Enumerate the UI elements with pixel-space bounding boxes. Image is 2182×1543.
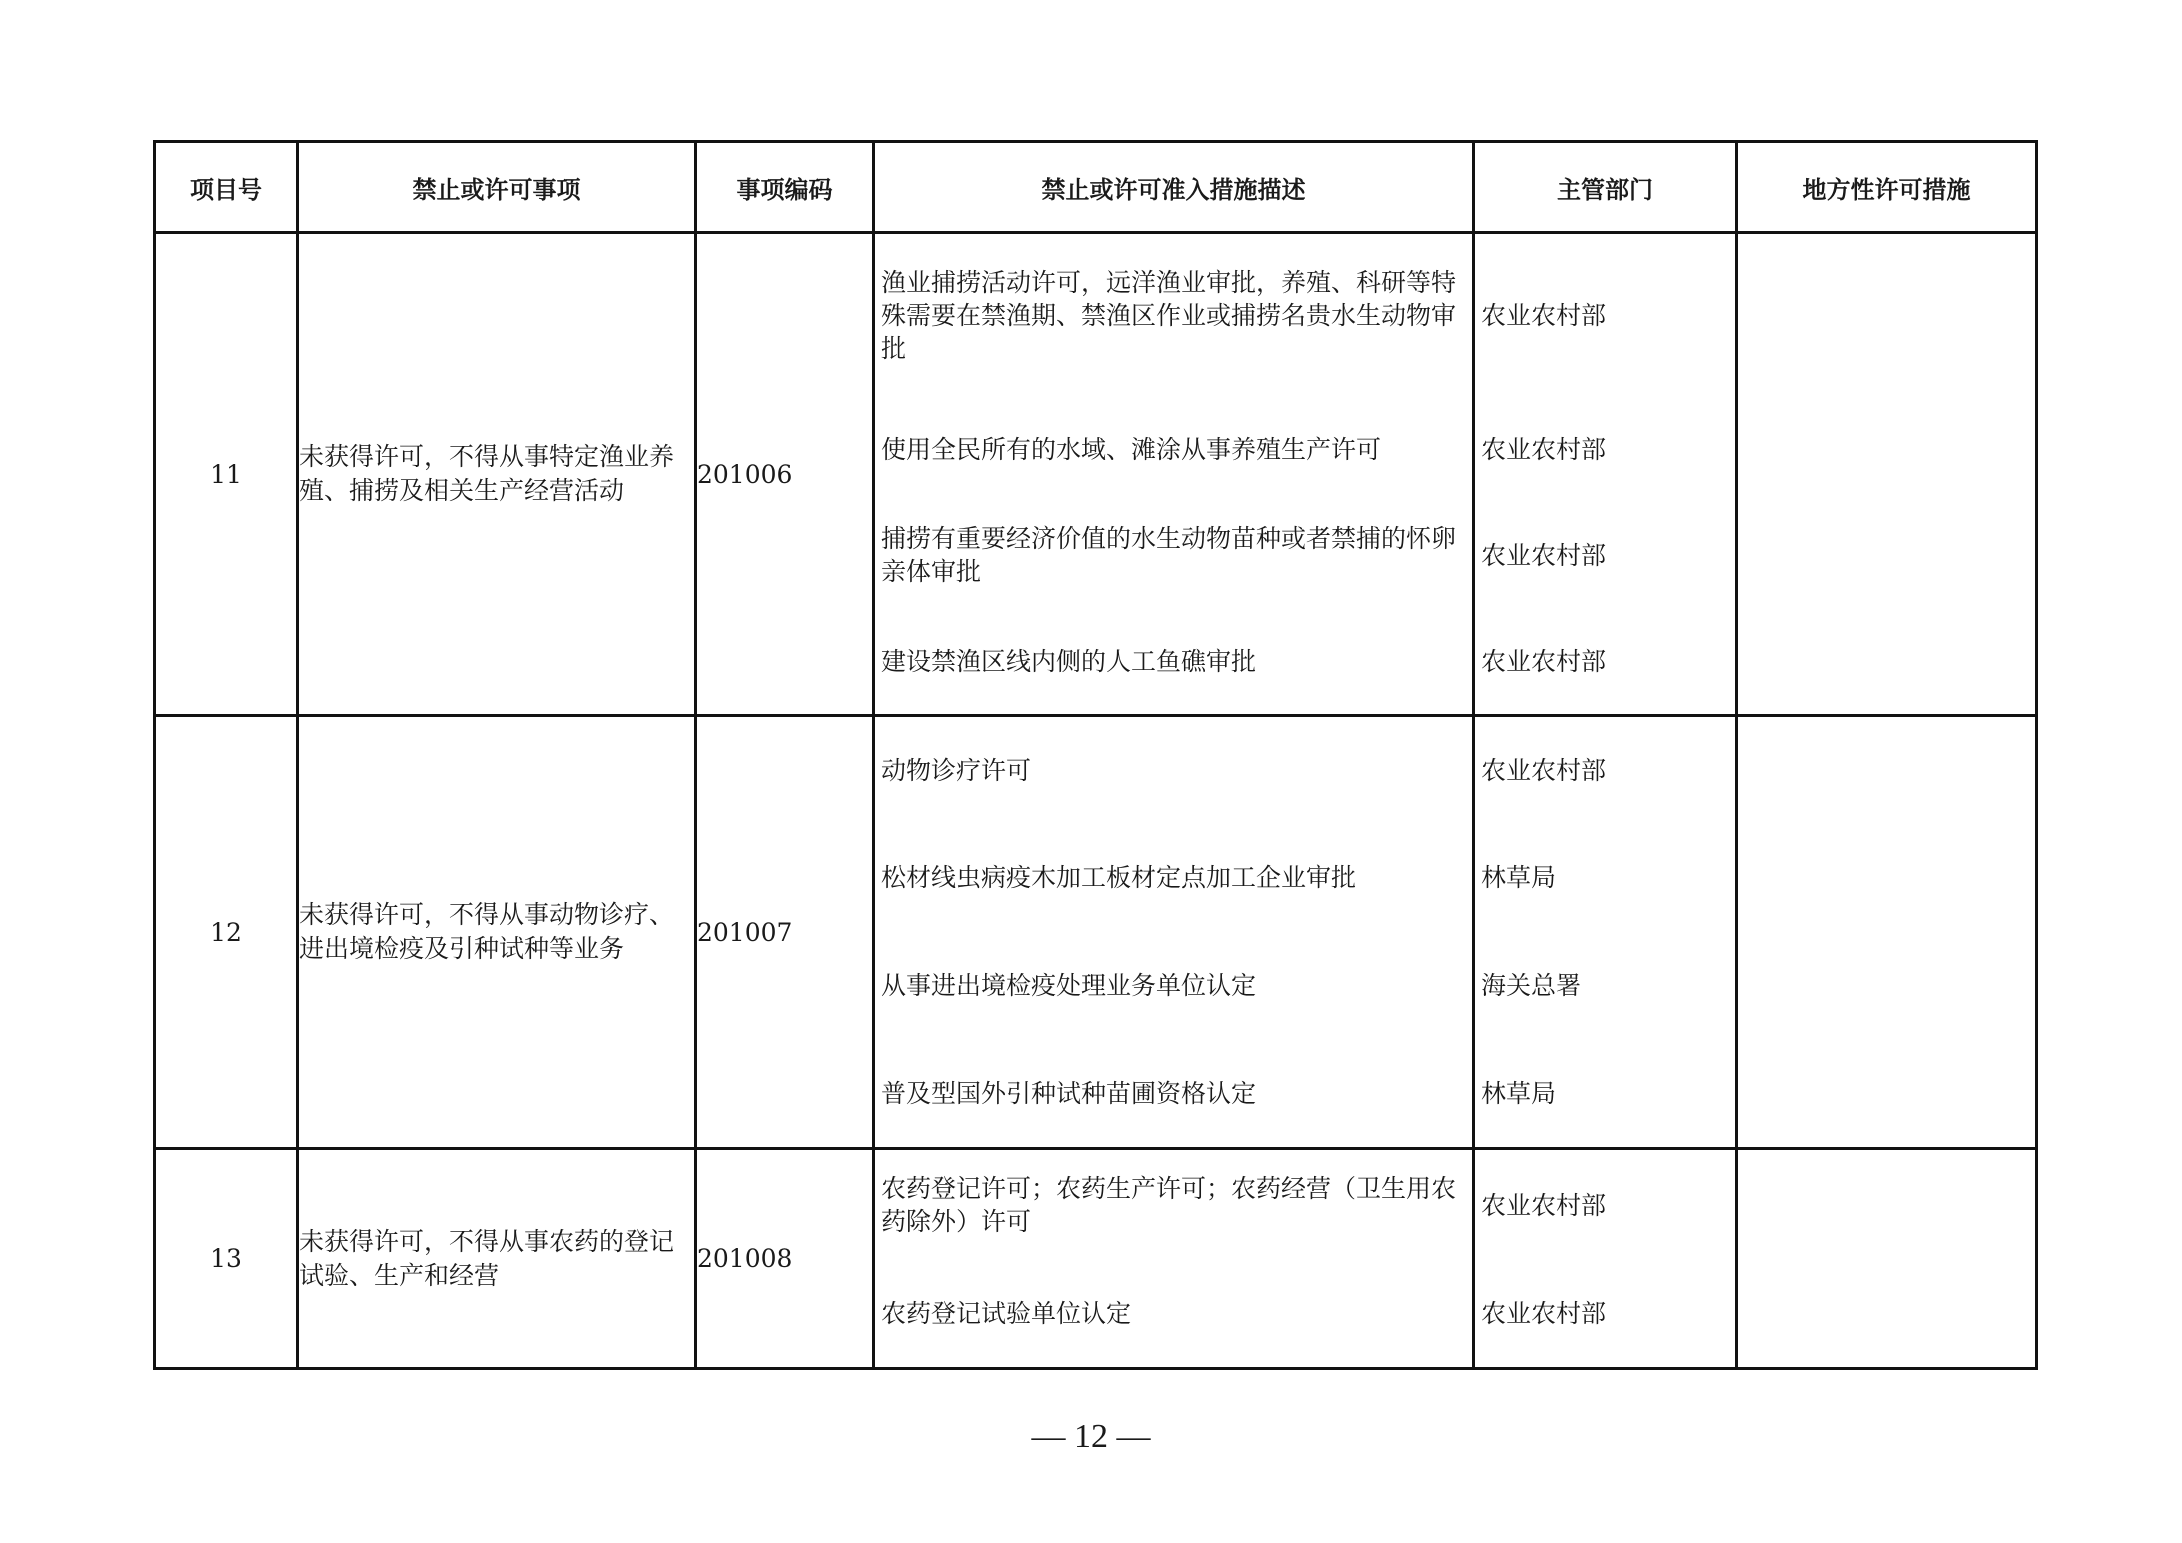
measure-desc: 渔业捕捞活动许可，远洋渔业审批，养殖、科研等特殊需要在禁渔期、禁渔区作业或捕捞名贵水生动物审批	[881, 267, 1457, 363]
local-measure	[1737, 716, 2037, 1149]
local-measure	[1737, 1149, 2037, 1369]
header-local-measures: 地方性许可措施	[1737, 142, 2037, 233]
measure-desc: 农药登记许可；农药生产许可；农药经营（卫生用农药除外）许可	[881, 1174, 1457, 1236]
measure-desc: 农药登记试验单位认定	[881, 1299, 1132, 1328]
measure-dept: 林草局	[1481, 863, 1557, 892]
measure-descriptions	[874, 233, 1474, 716]
table-row	[155, 1149, 2037, 1369]
measure-dept: 农业农村部	[1481, 756, 1607, 785]
measure-dept: 林草局	[1481, 1078, 1557, 1108]
matter-code: 201007	[696, 716, 874, 1149]
measure-descriptions	[874, 716, 1474, 1149]
local-measure	[1737, 233, 2037, 716]
page-number: — 12 —	[1031, 1418, 1151, 1455]
measure-desc: 动物诊疗许可	[881, 756, 1032, 785]
header-item-no: 项目号	[155, 142, 298, 233]
measure-desc: 捕捞有重要经济价值的水生动物苗种或者禁捕的怀卵亲体审批	[881, 524, 1457, 586]
department-list	[1474, 1149, 1737, 1369]
measure-dept: 农业农村部	[1481, 434, 1607, 464]
measure-desc: 松材线虫病疫木加工板材定点加工企业审批	[881, 863, 1357, 892]
department-list	[1474, 716, 1737, 1149]
item-number: 11	[155, 233, 298, 716]
matter-text: 未获得许可，不得从事动物诊疗、进出境检疫及引种试种等业务	[298, 716, 696, 1149]
matter-code: 201008	[696, 1149, 874, 1369]
measure-descriptions	[874, 1149, 1474, 1369]
matter-text: 未获得许可，不得从事特定渔业养殖、捕捞及相关生产经营活动	[298, 233, 696, 716]
table-header-row	[155, 142, 2037, 233]
measure-dept: 农业农村部	[1481, 1190, 1607, 1220]
measure-desc: 从事进出境检疫处理业务单位认定	[881, 970, 1257, 1000]
measure-dept: 农业农村部	[1481, 300, 1607, 330]
item-number: 13	[155, 1149, 298, 1369]
table-row	[155, 233, 2037, 716]
item-number: 12	[155, 716, 298, 1149]
matter-code: 201006	[696, 233, 874, 716]
measure-desc: 使用全民所有的水域、滩涂从事养殖生产许可	[881, 434, 1382, 464]
measure-dept: 农业农村部	[1481, 1299, 1607, 1328]
header-description: 禁止或许可准入措施描述	[874, 142, 1474, 233]
header-matter: 禁止或许可事项	[298, 142, 696, 233]
measure-desc: 建设禁渔区线内侧的人工鱼礁审批	[881, 646, 1257, 676]
header-code: 事项编码	[696, 142, 874, 233]
measure-dept: 海关总署	[1481, 970, 1582, 1000]
department-list	[1474, 233, 1737, 716]
header-department: 主管部门	[1474, 142, 1737, 233]
measure-dept: 农业农村部	[1481, 540, 1607, 570]
table-row	[155, 716, 2037, 1149]
permit-table	[153, 140, 2038, 1370]
matter-text: 未获得许可，不得从事农药的登记试验、生产和经营	[298, 1149, 696, 1369]
measure-dept: 农业农村部	[1481, 646, 1607, 676]
measure-desc: 普及型国外引种试种苗圃资格认定	[881, 1078, 1257, 1108]
